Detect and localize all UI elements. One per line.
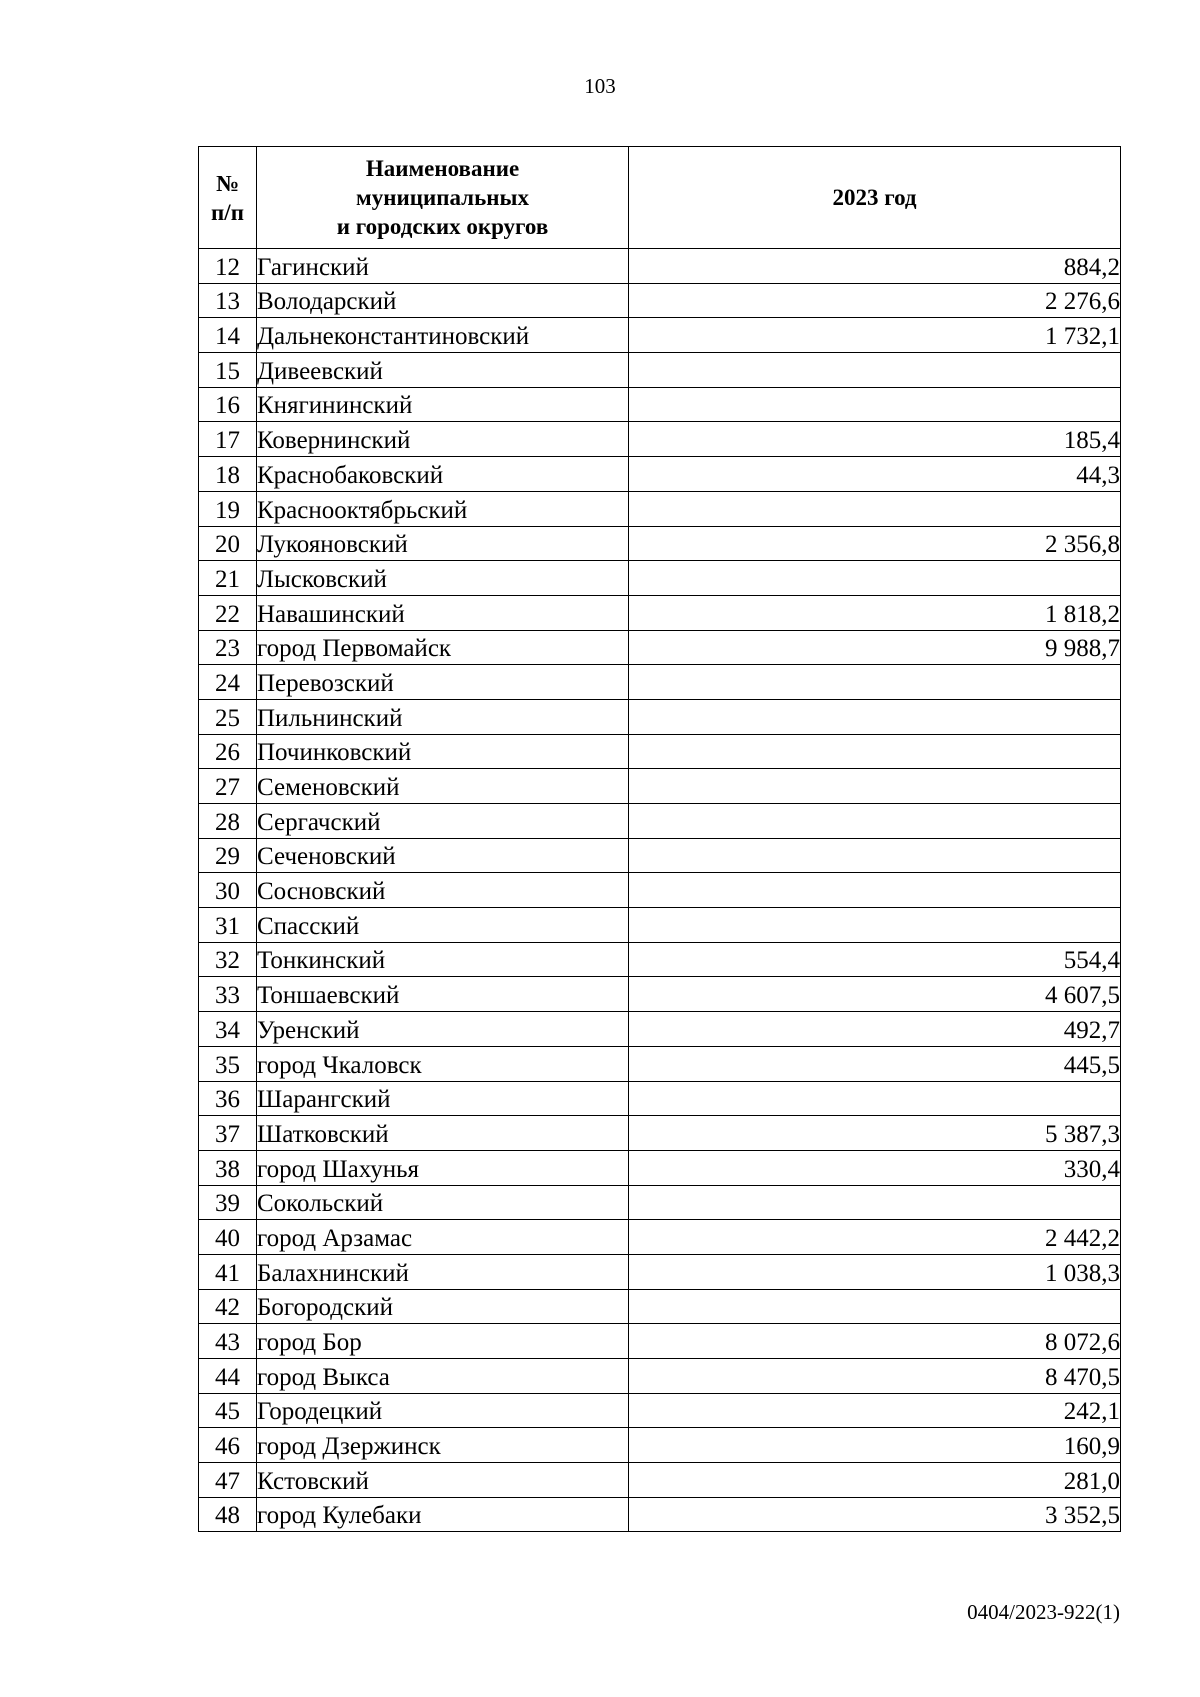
row-name: Дивеевский [257, 353, 629, 388]
row-number: 20 [199, 526, 257, 561]
row-name: Тоншаевский [257, 977, 629, 1012]
row-number: 34 [199, 1012, 257, 1047]
row-name: Краснооктябрьский [257, 491, 629, 526]
row-number: 23 [199, 630, 257, 665]
row-name: Лысковский [257, 561, 629, 596]
row-value [629, 734, 1121, 769]
row-number: 31 [199, 908, 257, 943]
table-row [199, 283, 1121, 318]
row-value: 242,1 [629, 1393, 1121, 1428]
row-value: 281,0 [629, 1463, 1121, 1498]
row-value: 1 732,1 [629, 318, 1121, 353]
row-number: 37 [199, 1116, 257, 1151]
table-row [199, 1185, 1121, 1220]
header-number-line: № [215, 170, 240, 196]
table-row [199, 387, 1121, 422]
row-number: 33 [199, 977, 257, 1012]
row-value: 1 818,2 [629, 595, 1121, 630]
row-value [629, 838, 1121, 873]
row-value: 330,4 [629, 1150, 1121, 1185]
row-name: Гагинский [257, 249, 629, 284]
row-value: 445,5 [629, 1046, 1121, 1081]
row-number: 28 [199, 804, 257, 839]
row-name: Лукояновский [257, 526, 629, 561]
row-value: 554,4 [629, 942, 1121, 977]
row-value [629, 561, 1121, 596]
table-row [199, 1428, 1121, 1463]
document-code: 0404/2023-922(1) [967, 1600, 1120, 1624]
row-name: город Выкса [257, 1359, 629, 1394]
row-value: 44,3 [629, 457, 1121, 492]
table-header-row [199, 147, 1121, 249]
row-number: 29 [199, 838, 257, 873]
row-number: 12 [199, 249, 257, 284]
row-name: Балахнинский [257, 1254, 629, 1289]
row-number: 32 [199, 942, 257, 977]
row-value: 160,9 [629, 1428, 1121, 1463]
table-row [199, 595, 1121, 630]
row-name: Пильнинский [257, 699, 629, 734]
table-row [199, 1497, 1121, 1532]
table-row [199, 873, 1121, 908]
table-row [199, 353, 1121, 388]
header-year: 2023 год [629, 147, 1121, 249]
row-value [629, 769, 1121, 804]
row-number: 35 [199, 1046, 257, 1081]
row-number: 13 [199, 283, 257, 318]
row-number: 16 [199, 387, 257, 422]
header-name [257, 147, 629, 249]
header-name-line: Наименование [365, 156, 520, 181]
table-row [199, 838, 1121, 873]
row-name: Сергачский [257, 804, 629, 839]
row-value: 9 988,7 [629, 630, 1121, 665]
row-number: 39 [199, 1185, 257, 1220]
row-name: Дальнеконстантиновский [257, 318, 629, 353]
table-row [199, 1012, 1121, 1047]
row-value: 3 352,5 [629, 1497, 1121, 1532]
table-row [199, 908, 1121, 943]
row-value: 4 607,5 [629, 977, 1121, 1012]
row-value [629, 665, 1121, 700]
row-name: Богородский [257, 1289, 629, 1324]
row-value [629, 387, 1121, 422]
row-name: Сеченовский [257, 838, 629, 873]
row-name: Сокольский [257, 1185, 629, 1220]
row-number: 43 [199, 1324, 257, 1359]
row-number: 27 [199, 769, 257, 804]
row-number: 40 [199, 1220, 257, 1255]
header-name-line: и городских округов [336, 214, 549, 239]
table-row [199, 699, 1121, 734]
header-number [199, 147, 257, 249]
row-number: 48 [199, 1497, 257, 1532]
row-name: город Дзержинск [257, 1428, 629, 1463]
row-number: 44 [199, 1359, 257, 1394]
row-value [629, 1185, 1121, 1220]
row-name: Володарский [257, 283, 629, 318]
row-value [629, 873, 1121, 908]
row-value: 1 038,3 [629, 1254, 1121, 1289]
row-value [629, 908, 1121, 943]
row-value [629, 1081, 1121, 1116]
row-number: 30 [199, 873, 257, 908]
row-number: 22 [199, 595, 257, 630]
row-value: 2 276,6 [629, 283, 1121, 318]
table-row [199, 422, 1121, 457]
table-row [199, 942, 1121, 977]
row-value: 185,4 [629, 422, 1121, 457]
table-row [199, 526, 1121, 561]
table-row [199, 1289, 1121, 1324]
row-value: 8 072,6 [629, 1324, 1121, 1359]
row-number: 42 [199, 1289, 257, 1324]
row-number: 36 [199, 1081, 257, 1116]
table-row [199, 977, 1121, 1012]
row-name: Навашинский [257, 595, 629, 630]
row-name: Сосновский [257, 873, 629, 908]
table-row [199, 1463, 1121, 1498]
row-value [629, 353, 1121, 388]
row-number: 21 [199, 561, 257, 596]
row-name: город Арзамас [257, 1220, 629, 1255]
table-row [199, 1254, 1121, 1289]
row-name: Краснобаковский [257, 457, 629, 492]
row-name: Городецкий [257, 1393, 629, 1428]
row-value [629, 804, 1121, 839]
data-table [198, 146, 1121, 1532]
row-name: Шатковский [257, 1116, 629, 1151]
row-number: 18 [199, 457, 257, 492]
table-row [199, 1220, 1121, 1255]
row-name: город Кулебаки [257, 1497, 629, 1532]
table-row [199, 491, 1121, 526]
table-row [199, 1150, 1121, 1185]
row-number: 47 [199, 1463, 257, 1498]
row-number: 17 [199, 422, 257, 457]
row-value: 8 470,5 [629, 1359, 1121, 1394]
row-value: 884,2 [629, 249, 1121, 284]
page-number: 103 [584, 74, 616, 98]
row-number: 46 [199, 1428, 257, 1463]
row-value: 492,7 [629, 1012, 1121, 1047]
row-value [629, 1289, 1121, 1324]
row-name: город Первомайск [257, 630, 629, 665]
row-number: 24 [199, 665, 257, 700]
table-row [199, 769, 1121, 804]
row-name: Уренский [257, 1012, 629, 1047]
row-number: 38 [199, 1150, 257, 1185]
row-number: 45 [199, 1393, 257, 1428]
row-name: Шарангский [257, 1081, 629, 1116]
row-name: Семеновский [257, 769, 629, 804]
table-row [199, 561, 1121, 596]
table-row [199, 734, 1121, 769]
row-value: 2 442,2 [629, 1220, 1121, 1255]
header-name-line: муниципальных [356, 185, 529, 210]
row-value: 5 387,3 [629, 1116, 1121, 1151]
table-row [199, 1046, 1121, 1081]
table-row [199, 1081, 1121, 1116]
table-row [199, 249, 1121, 284]
row-name: город Чкаловск [257, 1046, 629, 1081]
table-row [199, 804, 1121, 839]
row-number: 14 [199, 318, 257, 353]
row-name: Кстовский [257, 1463, 629, 1498]
table-row [199, 1116, 1121, 1151]
table-row [199, 457, 1121, 492]
row-name: Ковернинский [257, 422, 629, 457]
row-name: Тонкинский [257, 942, 629, 977]
table-row [199, 665, 1121, 700]
row-value [629, 699, 1121, 734]
row-value: 2 356,8 [629, 526, 1121, 561]
row-number: 25 [199, 699, 257, 734]
row-number: 26 [199, 734, 257, 769]
row-name: Княгининский [257, 387, 629, 422]
table-row [199, 1324, 1121, 1359]
row-number: 15 [199, 353, 257, 388]
row-name: город Бор [257, 1324, 629, 1359]
table-row [199, 1393, 1121, 1428]
table-row [199, 318, 1121, 353]
table-row [199, 1359, 1121, 1394]
row-name: город Шахунья [257, 1150, 629, 1185]
row-number: 41 [199, 1254, 257, 1289]
row-name: Спасский [257, 908, 629, 943]
row-name: Починковский [257, 734, 629, 769]
row-value [629, 491, 1121, 526]
table-row [199, 630, 1121, 665]
row-name: Перевозский [257, 665, 629, 700]
row-number: 19 [199, 491, 257, 526]
header-number-line: п/п [211, 199, 244, 225]
